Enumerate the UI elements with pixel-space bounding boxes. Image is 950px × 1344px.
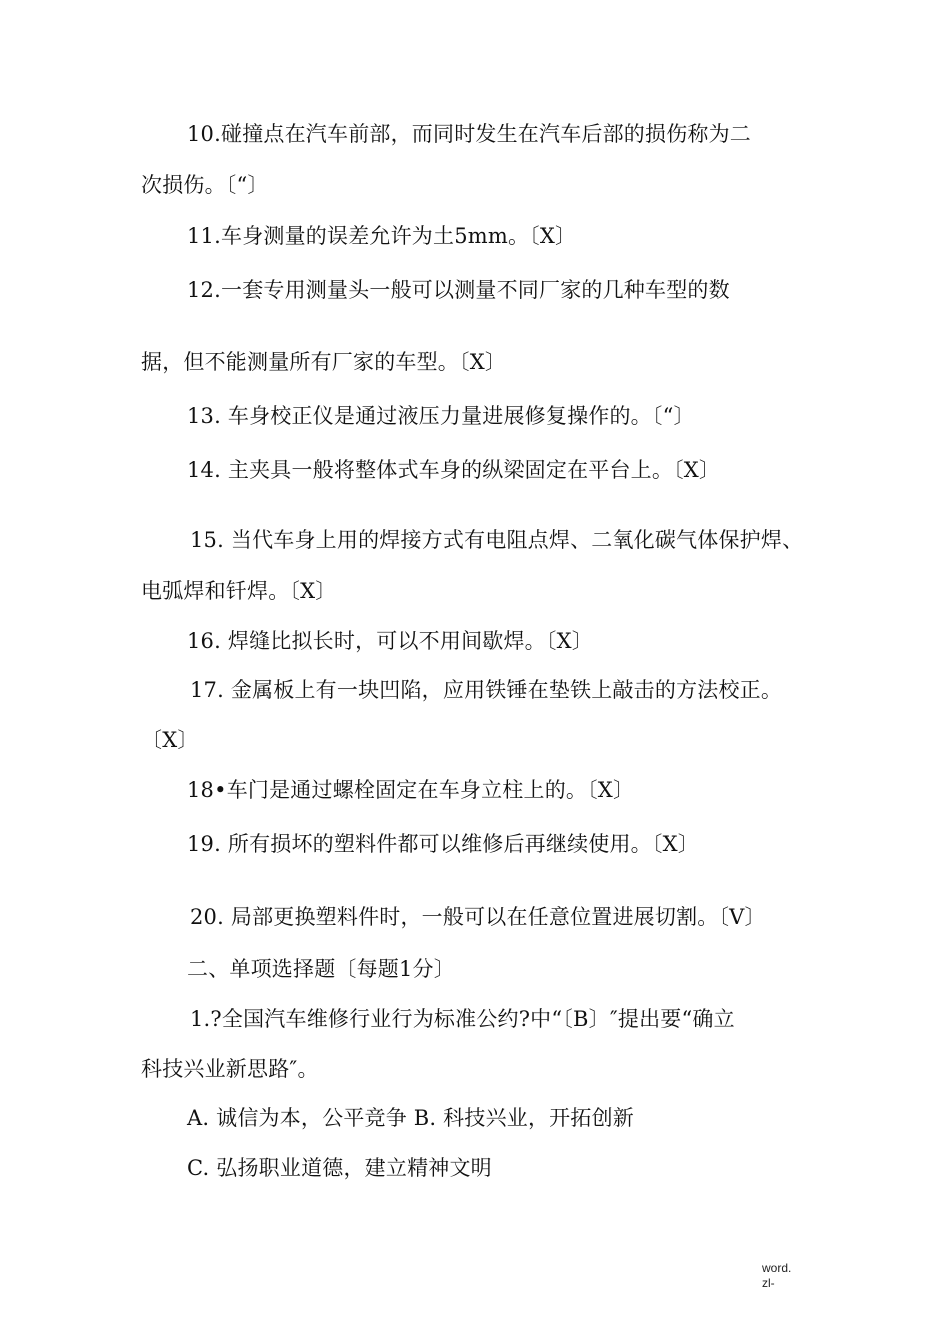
question-16: 16. 焊缝比拟长时，可以不用间歇焊。〔X〕 [187,629,593,653]
question-11: 11.车身测量的误差允许为土5mm。〔X〕 [187,224,577,248]
question-12-line-2: 据，但不能测量所有厂家的车型。〔X〕 [141,350,507,374]
question-13: 13. 车身校正仪是通过液压力量进展修复操作的。〔“〕 [187,404,695,428]
question-10-line-2: 次损伤。〔“〕 [141,173,269,197]
question-14: 14. 主夹具一般将整体式车身的纵梁固定在平台上。〔X〕 [187,458,721,482]
footer-zl: zl- [762,1276,775,1290]
choice-question-1-line-2: 科技兴业新思路″。 [141,1057,319,1081]
question-12-line-1: 12.一套专用测量头一般可以测量不同厂家的几种车型的数 [187,278,730,302]
question-15-line-2: 电弧焊和钎焊。〔X〕 [141,579,337,603]
question-10-line-1: 10.碰撞点在汽车前部，而同时发生在汽车后部的损伤称为二 [187,122,751,146]
question-17-line-1: 17. 金属板上有一块凹陷，应用铁锤在垫铁上敲击的方法校正。 [190,678,783,702]
choice-options-a-b: A. 诚信为本，公平竞争 B. 科技兴业，开拓创新 [187,1106,634,1130]
question-19: 19. 所有损坏的塑料件都可以维修后再继续使用。〔X〕 [187,832,699,856]
question-15-line-1: 15. 当代车身上用的焊接方式有电阻点焊、二氧化碳气体保护焊、 [190,528,804,552]
section-heading: 二、单项选择题〔每题1分〕 [187,957,455,981]
choice-question-1-line-1: 1.?全国汽车维修行业行为标准公约?中“〔B〕″提出要“确立 [190,1007,735,1031]
question-20: 20. 局部更换塑料件时，一般可以在任意位置进展切割。〔V〕 [190,905,766,929]
footer-word: word. [762,1261,792,1275]
choice-option-c: C. 弘扬职业道德，建立精神文明 [187,1156,492,1180]
question-18: 18•车门是通过螺栓固定在车身立柱上的。〔X〕 [187,778,635,802]
question-17-line-2: 〔X〕 [141,728,199,752]
